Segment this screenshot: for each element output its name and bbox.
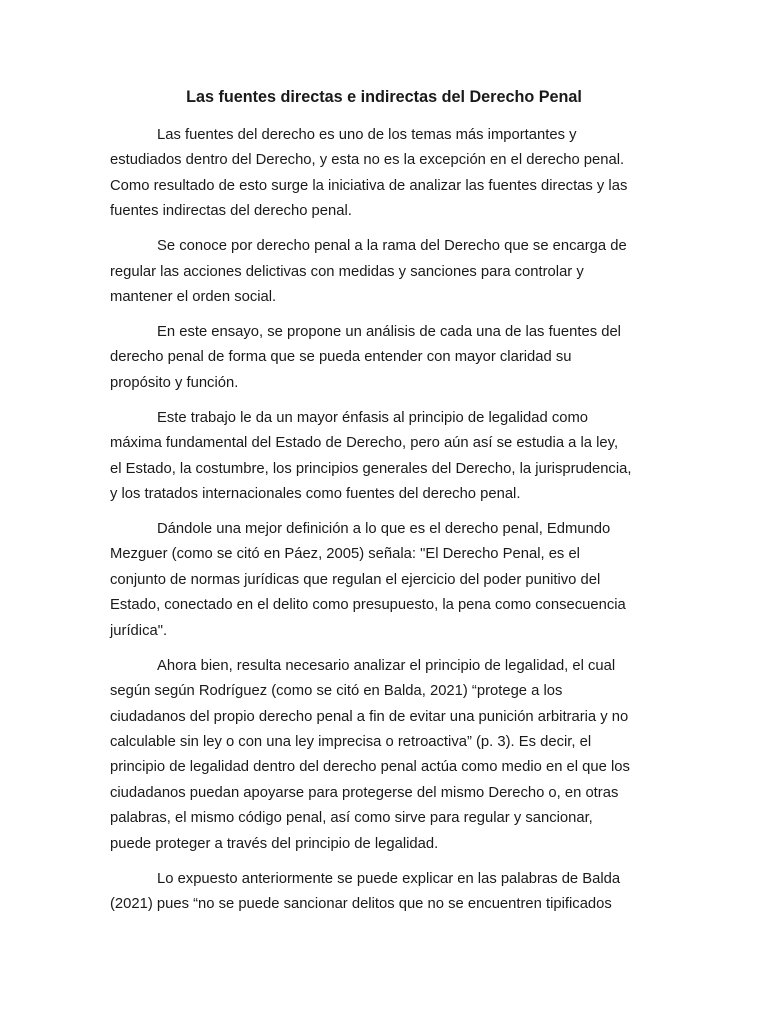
paragraph-line: según según Rodríguez (como se citó en Balda, 2021) “protege a los [110, 683, 563, 700]
paragraph-line: (2021) pues “no se puede sancionar delitos que no se encuentren tipificados [110, 895, 612, 912]
paragraph-line: palabras, el mismo código penal, así como sirve para regular y sancionar, [110, 810, 593, 827]
document-title: Las fuentes directas e indirectas del Derecho Penal [186, 88, 582, 106]
paragraph-line: jurídica". [110, 622, 168, 639]
paragraph-line: Mezguer (como se citó en Páez, 2005) señala: "El Derecho Penal, es el [110, 546, 580, 563]
paragraph-line: Estado, conectado en el delito como presupuesto, la pena como consecuencia [110, 597, 626, 614]
paragraph-line: el Estado, la costumbre, los principios generales del Derecho, la jurisprudencia, [110, 460, 632, 477]
paragraph-line: Este trabajo le da un mayor énfasis al principio de legalidad como [157, 409, 589, 426]
paragraph-line: ciudadanos del propio derecho penal a fin de evitar una punición arbitraria y no [110, 708, 629, 725]
paragraph-line: Las fuentes del derecho es uno de los temas más importantes y [157, 127, 577, 143]
paragraph-line: Lo expuesto anteriormente se puede explicar en las palabras de Balda [157, 870, 621, 887]
paragraph [110, 123, 660, 225]
paragraph-line: calculable sin ley o con una ley imprecisa o retroactiva” (p. 3). Es decir, el [110, 733, 592, 750]
paragraph-line: conjunto de normas jurídicas que regulan el ejercicio del poder punitivo del [110, 571, 601, 588]
paragraph [110, 320, 660, 396]
paragraph-line: y los tratados internacionales como fuentes del derecho penal. [110, 486, 521, 503]
paragraph [110, 654, 660, 857]
paragraph-line: Como resultado de esto surge la iniciativa de analizar las fuentes directas y las [110, 177, 628, 194]
paragraph-line: puede proteger a través del principio de legalidad. [110, 835, 439, 852]
paragraph [110, 234, 660, 310]
paragraph-line: máxima fundamental del Estado de Derecho, pero aún así se estudia a la ley, [110, 435, 619, 452]
paragraph-line: fuentes indirectas del derecho penal. [110, 203, 352, 220]
paragraph-line: regular las acciones delictivas con medidas y sanciones para controlar y [110, 263, 584, 280]
paragraph-line: Dándole una mejor definición a lo que es el derecho penal, Edmundo [157, 521, 611, 538]
paragraph-line: derecho penal de forma que se pueda entender con mayor claridad su [110, 349, 572, 366]
paragraph-line: estudiados dentro del Derecho, y esta no es la excepción en el derecho penal. [110, 152, 625, 169]
paragraph [110, 406, 660, 508]
document-body [110, 123, 660, 927]
paragraph-line: propósito y función. [110, 374, 239, 391]
paragraph [110, 867, 660, 918]
paragraph-line: ciudadanos puedan apoyarse para protegerse del mismo Derecho o, en otras [110, 784, 619, 801]
paragraph-line: mantener el orden social. [110, 289, 277, 306]
paragraph-line: principio de legalidad dentro del derecho penal actúa como medio en el que los [110, 759, 630, 776]
paragraph-line: Ahora bien, resulta necesario analizar el principio de legalidad, el cual [157, 657, 616, 674]
paragraph-line: Se conoce por derecho penal a la rama del Derecho que se encarga de [157, 238, 627, 255]
paragraph [110, 517, 660, 644]
paragraph-line: En este ensayo, se propone un análisis de cada una de las fuentes del [157, 324, 621, 341]
